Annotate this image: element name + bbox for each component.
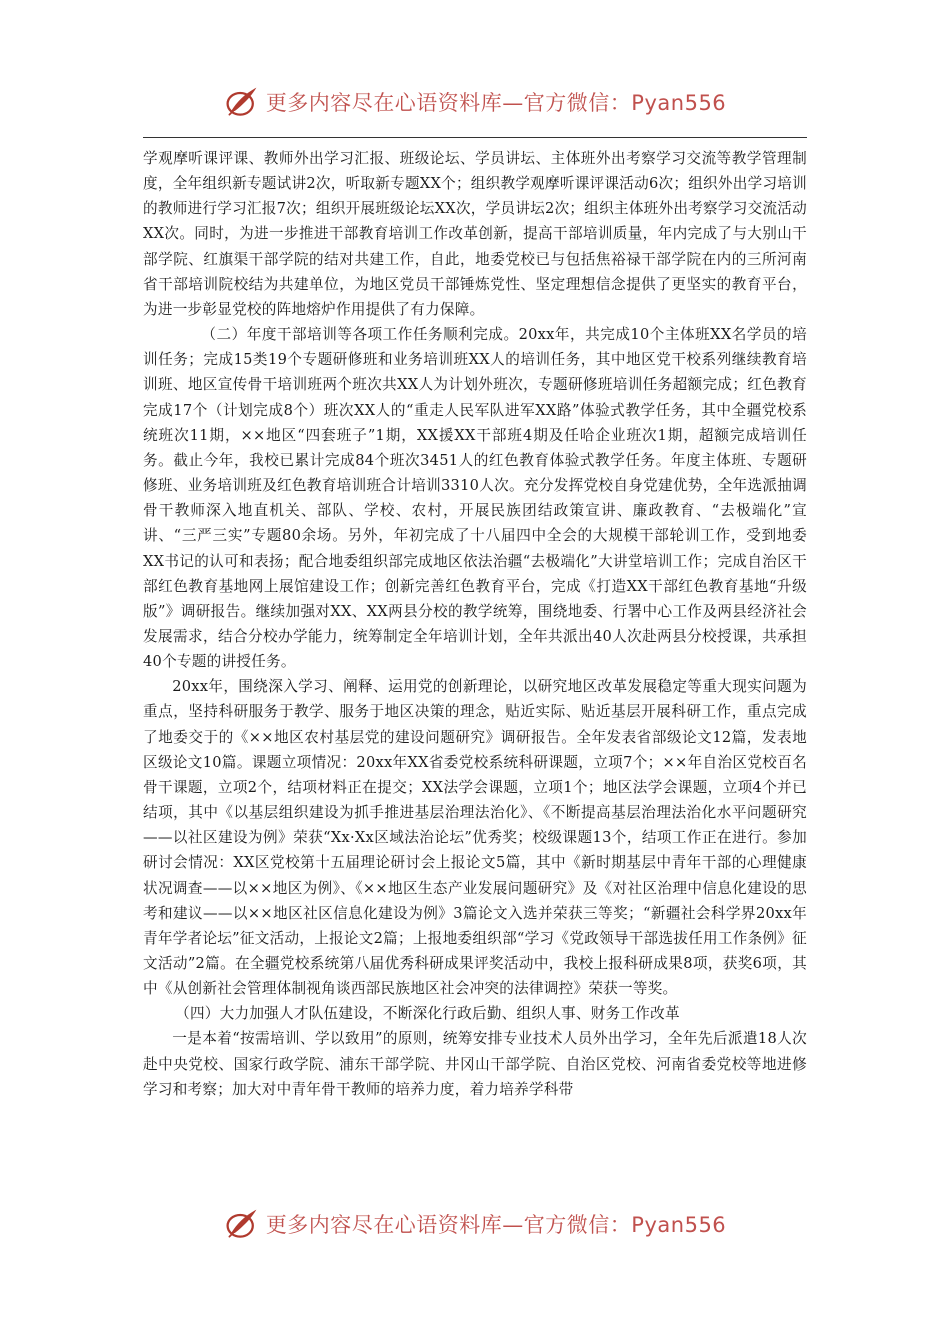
header-divider [143,137,807,138]
paragraph-3: 20xx年，围绕深入学习、阐释、运用党的创新理论，以研究地区改革发展稳定等重大现实问题为重点，坚持科研服务于教学、服务于地区决策的理念，贴近实际、贴近基层开展科研工作，重点完成了地委交于的《××地区农村基层党的建设问题研究》调研报告。全年发表省部级论文12篇，发表地区级论文10篇。课题立项情况：20xx年XX省委党校系统科研课题，立项7个；××年自治区党校百名骨干课题，立项2个，结项材料正在提交；XX法学会课题，立项1个；地区法学会课题，立项4个并已结项，其中《以基层组织建设为抓手推进基层治理法治化》、《不断提高基层治理法治化水平问题研究——以社区建设为例》荣获“Xx·Xx区域法治论坛”优秀奖；校级课题13个，结项工作正在进行。参加研讨会情况：XX区党校第十五届理论研讨会上报论文5篇，其中《新时期基层中青年干部的心理健康状况调查——以××地区为例》、《××地区生态产业发展问题研究》及《对社区治理中信息化建设的思考和建议——以××地区社区信息化建设为例》3篇论文入选并荣获三等奖；“新疆社会科学界20xx年青年学者论坛”征文活动，上报论文2篇；上报地委组织部“学习《党政领导干部选拔任用工作条例》征文活动”2篇。在全疆党校系统第八届优秀科研成果评奖活动中，我校上报科研成果8项，获奖6项，其中《从创新社会管理体制视角谈西部民族地区社会冲突的法律调控》荣获一等奖。 [143,678,807,998]
paragraph-1: 学观摩听课评课、教师外出学习汇报、班级论坛、学员讲坛、主体班外出考察学习交流等教学管理制度，全年组织新专题试讲2次，听取新专题XX个；组织教学观摩听课评课活动6次；组织外出学习培训的教师进行学习汇报7次；组织开展班级论坛XX次，学员讲坛2次；组织主体班外出考察学习交流活动XX次。同时，为进一步推进干部教育培训工作改革创新，提高干部培训质量，年内完成了与大别山干部学院、红旗渠干部学院的结对共建工作，自此，地委党校已与包括焦裕禄干部学院在内的三所河南省干部培训院校结为共建单位，为地区党员干部锤炼党性、坚定理想信念提供了更坚实的教育平台，为进一步彰显党校的阵地熔炉作用提供了有力保障。 [143,150,807,318]
header-watermark-banner [0,82,950,122]
header-watermark-text: 更多内容尽在心语资料库—官方微信：Pyan556 [265,91,727,115]
footer-watermark-text: 更多内容尽在心语资料库—官方微信：Pyan556 [265,1213,727,1237]
footer-watermark-banner [0,1204,950,1244]
document-body [143,146,807,1102]
paragraph-5: 一是本着“按需培训、学以致用”的原则，统筹安排专业技术人员外出学习，全年先后派遣18人次赴中央党校、国家行政学院、浦东干部学院、井冈山干部学院、自治区党校、河南省委党校等地进修学习和考察；加大对中青年骨干教师的培养力度，着力培养学科带 [143,1030,807,1098]
quill-logo-icon [224,1206,260,1242]
paragraph-2: （二）年度干部培训等各项工作任务顺利完成。20xx年，共完成10个主体班XX名学员的培训任务；完成15类19个专题研修班和业务培训班XX人的培训任务，其中地区党干校系列继续教育培训班、地区宣传骨干培训班两个班次共XX人为计划外班次，专题研修班培训任务超额完成；红色教育完成17个（计划完成8个）班次XX人的“重走人民军队进军XX路”体验式教学任务，其中全疆党校系统班次11期，××地区“四套班子”1期，XX援XX干部班4期及任哈企业班次1期，超额完成培训任务。截止今年，我校已累计完成84个班次3451人的红色教育体验式教学任务。年度主体班、专题研修班、业务培训班及红色教育培训班合计培训3310人次。充分发挥党校自身党建优势，全年选派抽调骨干教师深入地直机关、部队、学校、农村，开展民族团结政策宣讲、廉政教育、“去极端化”宣讲、“三严三实”专题80余场。另外，年初完成了十八届四中全会的大规模干部轮训工作，受到地委XX书记的认可和表扬；配合地委组织部完成地区依法治疆“去极端化”大讲堂培训工作；完成自治区干部红色教育基地网上展馆建设工作；创新完善红色教育平台，完成《打造XX干部红色教育基地“升级版”》调研报告。继续加强对XX、XX两县分校的教学统筹，围绕地委、行署中心工作及两县经济社会发展需求，结合分校办学能力，统筹制定全年培训计划，全年共派出40人次赴两县分校授课，共承担40个专题的讲授任务。 [143,326,807,671]
section-heading-4: （四）大力加强人才队伍建设，不断深化行政后勤、组织人事、财务工作改革 [175,1005,680,1023]
quill-logo-icon [224,84,260,120]
